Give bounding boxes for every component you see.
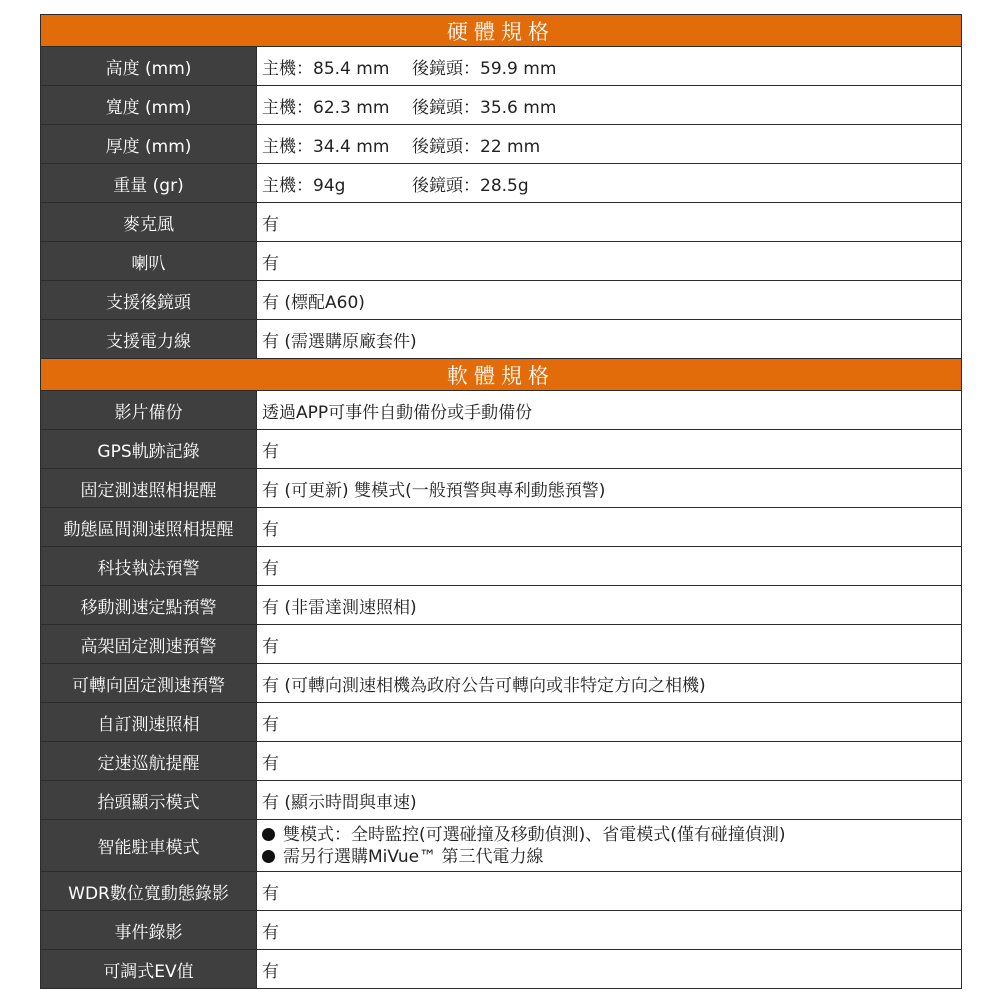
spec-label: 動態區間測速照相提醒 (41, 508, 257, 547)
table-row (41, 820, 962, 872)
table-row (41, 469, 962, 508)
spec-value: 有 (257, 242, 962, 281)
table-row (41, 47, 962, 86)
spec-label: 科技執法預警 (41, 547, 257, 586)
spec-value: 有 (可更新) 雙模式(一般預警與專利動態預警) (257, 469, 962, 508)
spec-value: 有 (257, 203, 962, 242)
spec-label: 智能駐車模式 (41, 820, 257, 872)
spec-value: 有 (257, 703, 962, 742)
spec-value (257, 125, 962, 164)
spec-value: 有 (需選購原廠套件) (257, 320, 962, 359)
spec-label: 移動測速定點預警 (41, 586, 257, 625)
spec-label: 可調式EV值 (41, 950, 257, 989)
spec-value (257, 86, 962, 125)
rear-camera-value: 後鏡頭：59.9 mm (412, 58, 557, 79)
table-row (41, 872, 962, 911)
spec-label: 高度 (mm) (41, 47, 257, 86)
table-row (41, 664, 962, 703)
spec-label: 寬度 (mm) (41, 86, 257, 125)
spec-value: 有 (257, 950, 962, 989)
bullet-icon (262, 828, 275, 841)
spec-value: 透過APP可事件自動備份或手動備份 (257, 391, 962, 430)
spec-value: 有 (257, 508, 962, 547)
spec-label: GPS軌跡記錄 (41, 430, 257, 469)
software-title: 軟體規格 (41, 359, 962, 391)
table-row (41, 508, 962, 547)
spec-value: 有 (可轉向測速相機為政府公告可轉向或非特定方向之相機) (257, 664, 962, 703)
table-row (41, 203, 962, 242)
main-unit-value: 主機：62.3 mm (262, 97, 390, 118)
table-row (41, 430, 962, 469)
spec-value: 有 (257, 625, 962, 664)
table-row (41, 281, 962, 320)
spec-label: 重量 (gr) (41, 164, 257, 203)
spec-label: 高架固定測速預警 (41, 625, 257, 664)
table-row (41, 125, 962, 164)
main-unit-value: 主機：34.4 mm (262, 136, 390, 157)
bullet-text: 需另行選購MiVue™ 第三代電力線 (283, 846, 544, 867)
spec-label: 厚度 (mm) (41, 125, 257, 164)
table-row (41, 911, 962, 950)
spec-label: 固定測速照相提醒 (41, 469, 257, 508)
table-row (41, 391, 962, 430)
table-row (41, 86, 962, 125)
spec-value: 有 (標配A60) (257, 281, 962, 320)
hardware-section-header (41, 15, 962, 47)
spec-label: 定速巡航提醒 (41, 742, 257, 781)
rear-camera-value: 後鏡頭：28.5g (412, 175, 529, 196)
table-row (41, 781, 962, 820)
spec-label: 喇叭 (41, 242, 257, 281)
table-row (41, 625, 962, 664)
spec-value (257, 820, 962, 872)
spec-label: 抬頭顯示模式 (41, 781, 257, 820)
rear-camera-value: 後鏡頭：35.6 mm (412, 97, 557, 118)
spec-label: WDR數位寬動態錄影 (41, 872, 257, 911)
spec-label: 自訂測速照相 (41, 703, 257, 742)
bullet-item (262, 846, 961, 868)
spec-label: 支援電力線 (41, 320, 257, 359)
rear-camera-value: 後鏡頭：22 mm (412, 136, 541, 157)
spec-table (40, 14, 962, 989)
spec-label: 可轉向固定測速預警 (41, 664, 257, 703)
spec-value: 有 (257, 872, 962, 911)
spec-value (257, 164, 962, 203)
spec-value: 有 (顯示時間與車速) (257, 781, 962, 820)
spec-value (257, 47, 962, 86)
main-unit-value: 主機：94g (262, 175, 346, 196)
spec-label: 支援後鏡頭 (41, 281, 257, 320)
main-unit-value: 主機：85.4 mm (262, 58, 390, 79)
table-row (41, 547, 962, 586)
hardware-title: 硬體規格 (41, 15, 962, 47)
bullet-item (262, 824, 961, 846)
table-row (41, 742, 962, 781)
spec-label: 影片備份 (41, 391, 257, 430)
table-row (41, 586, 962, 625)
spec-value: 有 (257, 430, 962, 469)
bullet-text: 雙模式：全時監控(可選碰撞及移動偵測)、省電模式(僅有碰撞偵測) (283, 824, 786, 845)
table-row (41, 703, 962, 742)
spec-value: 有 (257, 911, 962, 950)
spec-value: 有 (257, 742, 962, 781)
spec-label: 麥克風 (41, 203, 257, 242)
bullet-icon (262, 850, 275, 863)
spec-value: 有 (非雷達測速照相) (257, 586, 962, 625)
spec-label: 事件錄影 (41, 911, 257, 950)
table-row (41, 242, 962, 281)
table-row (41, 950, 962, 989)
software-section-header (41, 359, 962, 391)
table-row (41, 320, 962, 359)
table-row (41, 164, 962, 203)
spec-value: 有 (257, 547, 962, 586)
